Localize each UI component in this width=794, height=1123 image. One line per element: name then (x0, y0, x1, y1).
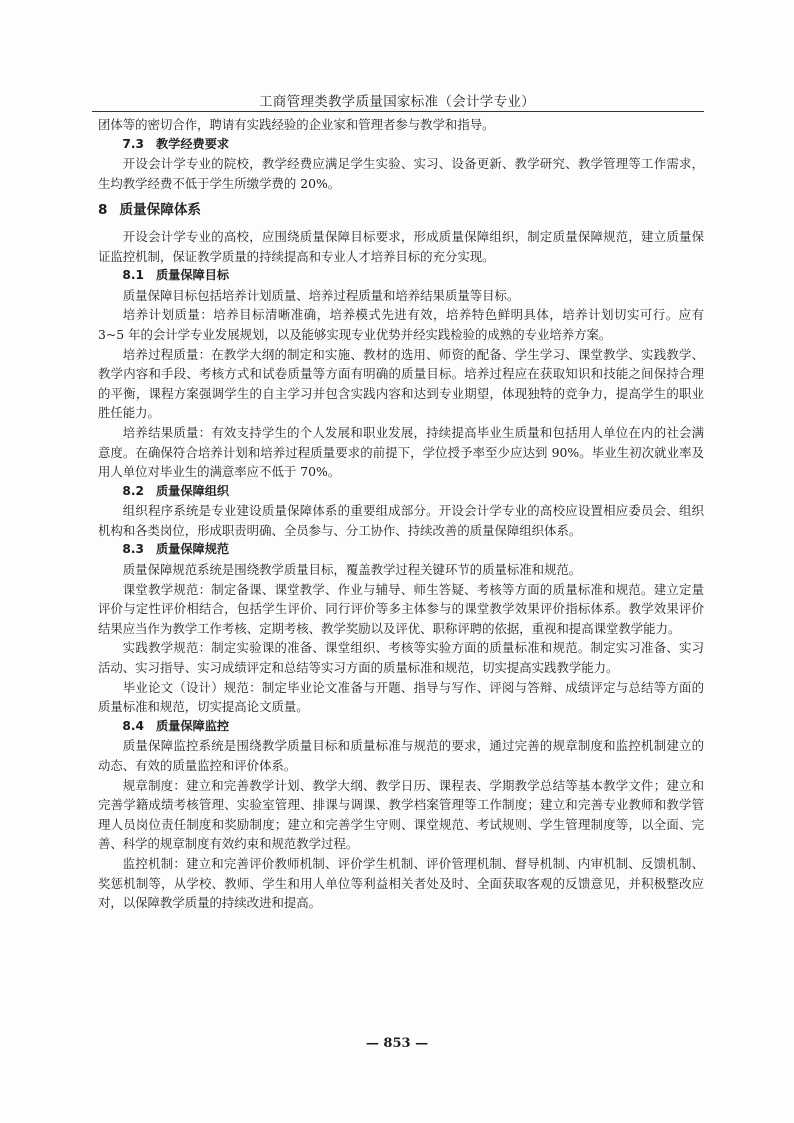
section-title: 质量保障目标 (155, 268, 230, 283)
running-header: 工商管理类教学质量国家标准（会计学专业） (259, 94, 535, 110)
paragraph: 实践教学规范：制定实验课的准备、课堂组织、考核等实验方面的质量标准和规范。制定实习准备、实习活动、实习指导、实习成绩评定和总结等实习方面的质量标准和规范，切实提高实践教学能力。 (98, 640, 704, 676)
section-title: 质量保障监控 (155, 718, 230, 733)
paragraph: 质量保障监控系统是围绕教学质量目标和质量标准与规范的要求，通过完善的规章制度和监控机制建立的动态、有效的质量监控和评价体系。 (98, 738, 704, 773)
header-rule (92, 111, 704, 112)
paragraph: 团体等的密切合作，聘请有实践经验的企业家和管理者参与教学和指导。 (98, 117, 495, 132)
section-heading-8-3 (98, 540, 704, 560)
chapter-number: 8 (98, 202, 108, 219)
paragraph: 课堂教学规范：制定备课、课堂教学、作业与辅导、师生答疑、考核等方面的质量标准和规范。建立定量评价与定性评价相结合，包括学生评价、同行评价等多主体参与的课堂教学效果评价指标体系。教学效果评价结果应当作为教学工作考核、定期考核、教学奖励以及评优、职称评聘的依据，重视和提高课堂教学能力。 (98, 581, 704, 636)
section-number: 8.4 (122, 718, 144, 733)
paragraph: 组织程序系统是专业建设质量保障体系的重要组成部分。开设会计学专业的高校应设置相应委员会、组织机构和各类岗位，形成职责明确、全员参与、分工协作、持续改善的质量保障组织体系。 (98, 503, 704, 538)
paragraph: 培养结果质量：有效支持学生的个人发展和职业发展，持续提高毕业生质量和包括用人单位在内的社会满意度。在确保符合培养计划和培养过程质量要求的前提下，学位授予率至少应达到 90%。毕业生初次就业率及用人单位对毕业生的满意率应不低于 70%。 (98, 424, 704, 480)
section-heading-7-3 (98, 135, 704, 155)
section-heading-8-4 (98, 717, 704, 737)
paragraph: 培养计划质量：培养目标清晰准确，培养模式先进有效，培养特色鲜明具体，培养计划切实可行。应有 3~5 年的会计学专业发展规划，以及能够实现专业优势并经实践检验的成熟的专业培养方案。 (98, 307, 704, 342)
chapter-title: 质量保障体系 (119, 202, 202, 219)
paragraph: 监控机制：建立和完善评价教师机制、评价学生机制、评价管理机制、督导机制、内审机制、反馈机制、奖惩机制等，从学校、教师、学生和用人单位等利益相关者处及时、全面获取客观的反馈意见，并积极整改应对，以保障教学质量的持续改进和提高。 (98, 855, 704, 911)
paragraph: 规章制度：建立和完善教学计划、教学大纲、教学日历、课程表、学期教学总结等基本教学文件；建立和完善学籍成绩考核管理、实验室管理、排课与调课、教学档案管理等工作制度；建立和完善专业教师和教学管理人员岗位责任制度和奖励制度；建立和完善学生守则、课堂规范、考试规则、学生管理制度等，以全面、完善、科学的规章制度有效约束和规范教学过程。 (98, 777, 704, 852)
paragraph: 开设会计学专业的院校，教学经费应满足学生实验、实习、设备更新、教学研究、教学管理等工作需求，生均教学经费不低于学生所缴学费的 20%。 (98, 156, 704, 191)
paragraph: 开设会计学专业的高校，应围绕质量保障目标要求，形成质量保障组织，制定质量保障规范，建立质量保证监控机制，保证教学质量的持续提高和专业人才培养目标的充分实现。 (98, 228, 704, 264)
section-heading-8-2 (98, 482, 704, 502)
section-number: 8.3 (122, 542, 144, 557)
body-text (98, 115, 704, 913)
section-number: 8.2 (122, 483, 144, 498)
section-title: 教学经费要求 (155, 136, 230, 151)
section-heading-8-1 (98, 266, 704, 286)
paragraph: 培养过程质量：在教学大纲的制定和实施、教材的选用、师资的配备、学生学习、课堂教学、实践教学、教学内容和手段、考核方式和试卷质量等方面有明确的质量目标。培养过程应在获取知识和技能之间保持合理的平衡，课程方案强调学生的自主学习并包含实践内容和达到专业期望，体现独特的竞争力，提高学生的职业胜任能力。 (98, 346, 704, 421)
page-number: — 853 — (365, 1036, 429, 1051)
paragraph: 质量保障目标包括培养计划质量、培养过程质量和培养结果质量等目标。 (122, 287, 520, 303)
section-title: 质量保障组织 (155, 483, 230, 498)
section-number: 7.3 (122, 136, 144, 151)
chapter-heading-8 (98, 201, 704, 221)
paragraph: 毕业论文（设计）规范：制定毕业论文准备与开题、指导与写作、评阅与答辩、成绩评定与总结等方面的质量标准和规范，切实提高论文质量。 (98, 679, 704, 715)
paragraph: 质量保障规范系统是围绕教学质量目标，覆盖教学过程关键环节的质量标准和规范。 (122, 562, 582, 578)
section-number: 8.1 (122, 268, 144, 283)
section-title: 质量保障规范 (155, 542, 230, 557)
